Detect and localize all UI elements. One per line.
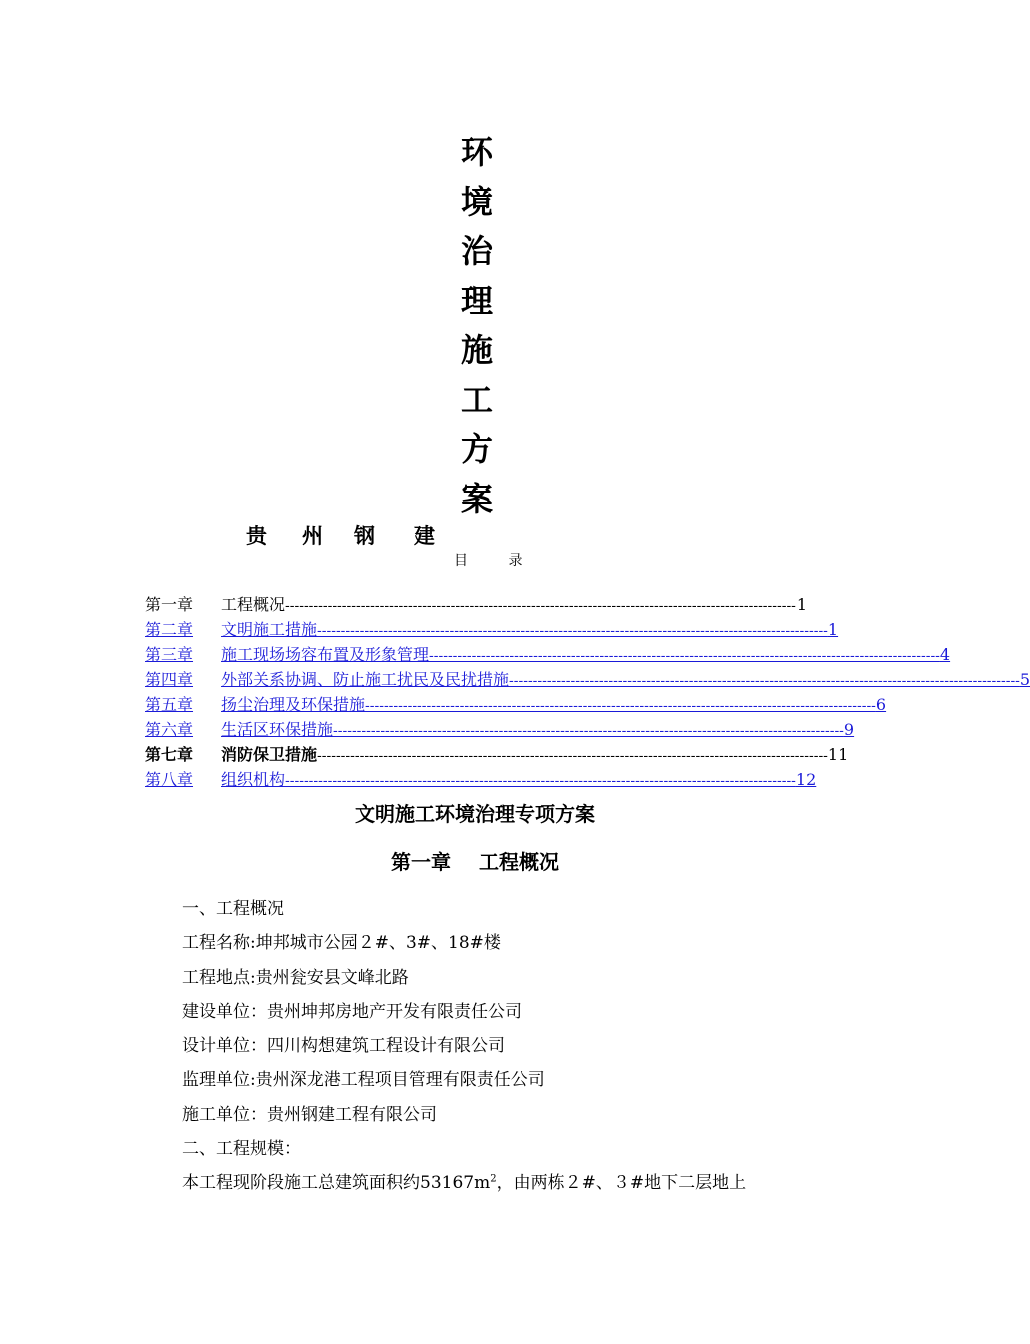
toc-page: 11 xyxy=(827,745,849,764)
toc-chapter: 第一章 xyxy=(145,595,194,614)
company-char: 州 xyxy=(302,524,323,548)
toc-chapter: 第八章 xyxy=(145,770,194,789)
toc-page: 1 xyxy=(827,620,839,639)
toc-title: 扬尘治理及环保措施 xyxy=(221,695,366,714)
toc-leader: ------------------------------------------------------------------------------------------------------------ xyxy=(285,598,796,614)
section-heading: 二、工程规模： xyxy=(182,1139,301,1160)
toc-title: 工程概况 xyxy=(221,595,286,614)
toc-title: 消防保卫措施 xyxy=(221,745,318,764)
toc-title: 施工现场场容布置及形象管理 xyxy=(221,645,430,664)
construction-unit: 施工单位：贵州钢建工程有限公司 xyxy=(182,1104,437,1125)
chapter-name: 工程概况 xyxy=(479,850,559,874)
company-char: 钢 xyxy=(354,524,375,548)
toc-page: 12 xyxy=(795,770,817,789)
cover-title-char: 案 xyxy=(460,479,493,518)
table-of-contents xyxy=(145,592,1030,792)
scale-unit-superscript: 2 xyxy=(490,1173,497,1185)
section-heading: 一、工程概况 xyxy=(182,899,284,919)
toc-leader: ------------------------------------------------------------------------------------------------------------ xyxy=(317,623,828,639)
toc-entry[interactable] xyxy=(145,692,887,717)
toc-chapter: 第二章 xyxy=(145,620,194,639)
toc-title: 生活区环保措施 xyxy=(221,720,334,739)
toc-chapter: 第四章 xyxy=(145,670,194,689)
toc-page: 1 xyxy=(796,595,807,614)
cover-title-char: 境 xyxy=(460,182,493,221)
chapter-number: 第一章 xyxy=(391,850,451,874)
toc-page: 5 xyxy=(1019,670,1030,689)
toc-entry[interactable] xyxy=(145,642,951,667)
toc-chapter: 第三章 xyxy=(145,645,194,664)
toc-title: 文明施工措施 xyxy=(221,620,318,639)
toc-leader: ------------------------------------------------------------------------------------------------------------ xyxy=(365,698,876,714)
project-location: 工程地点:贵州瓮安县文峰北路 xyxy=(182,967,409,988)
toc-leader: ------------------------------------------------------------------------------------------------------------ xyxy=(317,748,828,764)
toc-leader: ------------------------------------------------------------------------------------------------------------ xyxy=(285,773,796,789)
design-unit: 设计单位：四川构想建筑工程设计有限公司 xyxy=(182,1036,505,1057)
cover-title xyxy=(455,128,499,524)
body-text xyxy=(182,892,822,1201)
toc-page: 6 xyxy=(875,695,887,714)
toc-leader: ------------------------------------------------------------------------------------------------------------ xyxy=(509,673,1020,689)
toc-page: 9 xyxy=(843,720,855,739)
toc-entry[interactable] xyxy=(145,667,1030,692)
toc-page: 4 xyxy=(939,645,951,664)
cover-title-char: 施 xyxy=(460,331,493,369)
toc-heading: 目 录 xyxy=(454,553,541,569)
toc-entry[interactable] xyxy=(145,717,855,742)
owner-unit: 建设单位：贵州坤邦房地产开发有限责任公司 xyxy=(182,1001,522,1022)
toc-entry[interactable] xyxy=(145,742,849,767)
scale-text: 本工程现阶段施工总建筑面积约53167m xyxy=(182,1173,491,1194)
cover-title-char: 工 xyxy=(460,380,493,419)
supervision-unit: 监理单位:贵州深龙港工程项目管理有限责任公司 xyxy=(182,1070,545,1091)
toc-entry[interactable] xyxy=(145,592,807,617)
company-char: 建 xyxy=(414,524,435,548)
scale-paragraph xyxy=(182,1166,822,1200)
toc-entry[interactable] xyxy=(145,767,817,792)
toc-chapter: 第七章 xyxy=(145,745,194,764)
toc-leader: ------------------------------------------------------------------------------------------------------------ xyxy=(429,648,940,664)
document-title: 文明施工环境治理专项方案 xyxy=(355,802,595,826)
toc-chapter: 第六章 xyxy=(145,720,194,739)
toc-title: 组织机构 xyxy=(221,770,286,789)
cover-title-char: 环 xyxy=(460,133,493,171)
toc-leader: ------------------------------------------------------------------------------------------------------------ xyxy=(333,723,844,739)
chapter-heading xyxy=(0,846,950,875)
cover-title-char: 治 xyxy=(460,232,493,270)
cover-title-char: 理 xyxy=(460,281,493,320)
toc-title: 外部关系协调、防止施工扰民及民扰措施 xyxy=(221,670,510,689)
project-name: 工程名称:坤邦城市公园２#、3#、18#楼 xyxy=(182,933,501,954)
toc-entry[interactable] xyxy=(145,617,839,642)
company-char: 贵 xyxy=(246,524,267,548)
company-name xyxy=(246,520,444,550)
scale-text: ，由两栋２#、３#地下二层地上 xyxy=(496,1173,747,1194)
toc-chapter: 第五章 xyxy=(145,695,194,714)
cover-title-char: 方 xyxy=(460,430,493,468)
